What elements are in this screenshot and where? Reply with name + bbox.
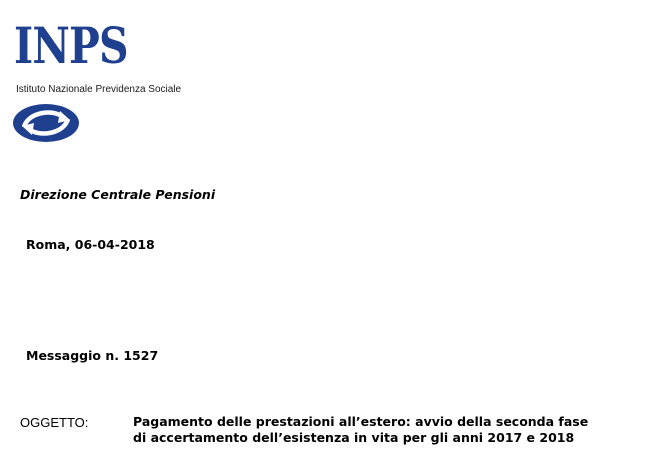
inps-circular-arrows-icon [10, 100, 82, 146]
subject-line-2: di accertamento dell’esistenza in vita per gli anni 2017 e 2018 [133, 430, 575, 445]
issuing-department: Direzione Centrale Pensioni [20, 187, 216, 202]
logo-wordmark: INPS [14, 16, 128, 75]
logo-subtitle: Istituto Nazionale Previdenza Sociale [16, 84, 182, 95]
subject-label: OGGETTO: [20, 415, 89, 430]
message-number: Messaggio n. 1527 [26, 348, 159, 363]
subject-line-1: Pagamento delle prestazioni all’estero: avvio della seconda fase [133, 414, 589, 429]
subject-text [133, 414, 643, 446]
inps-logo [10, 14, 210, 144]
place-and-date: Roma, 06-04-2018 [26, 237, 155, 252]
